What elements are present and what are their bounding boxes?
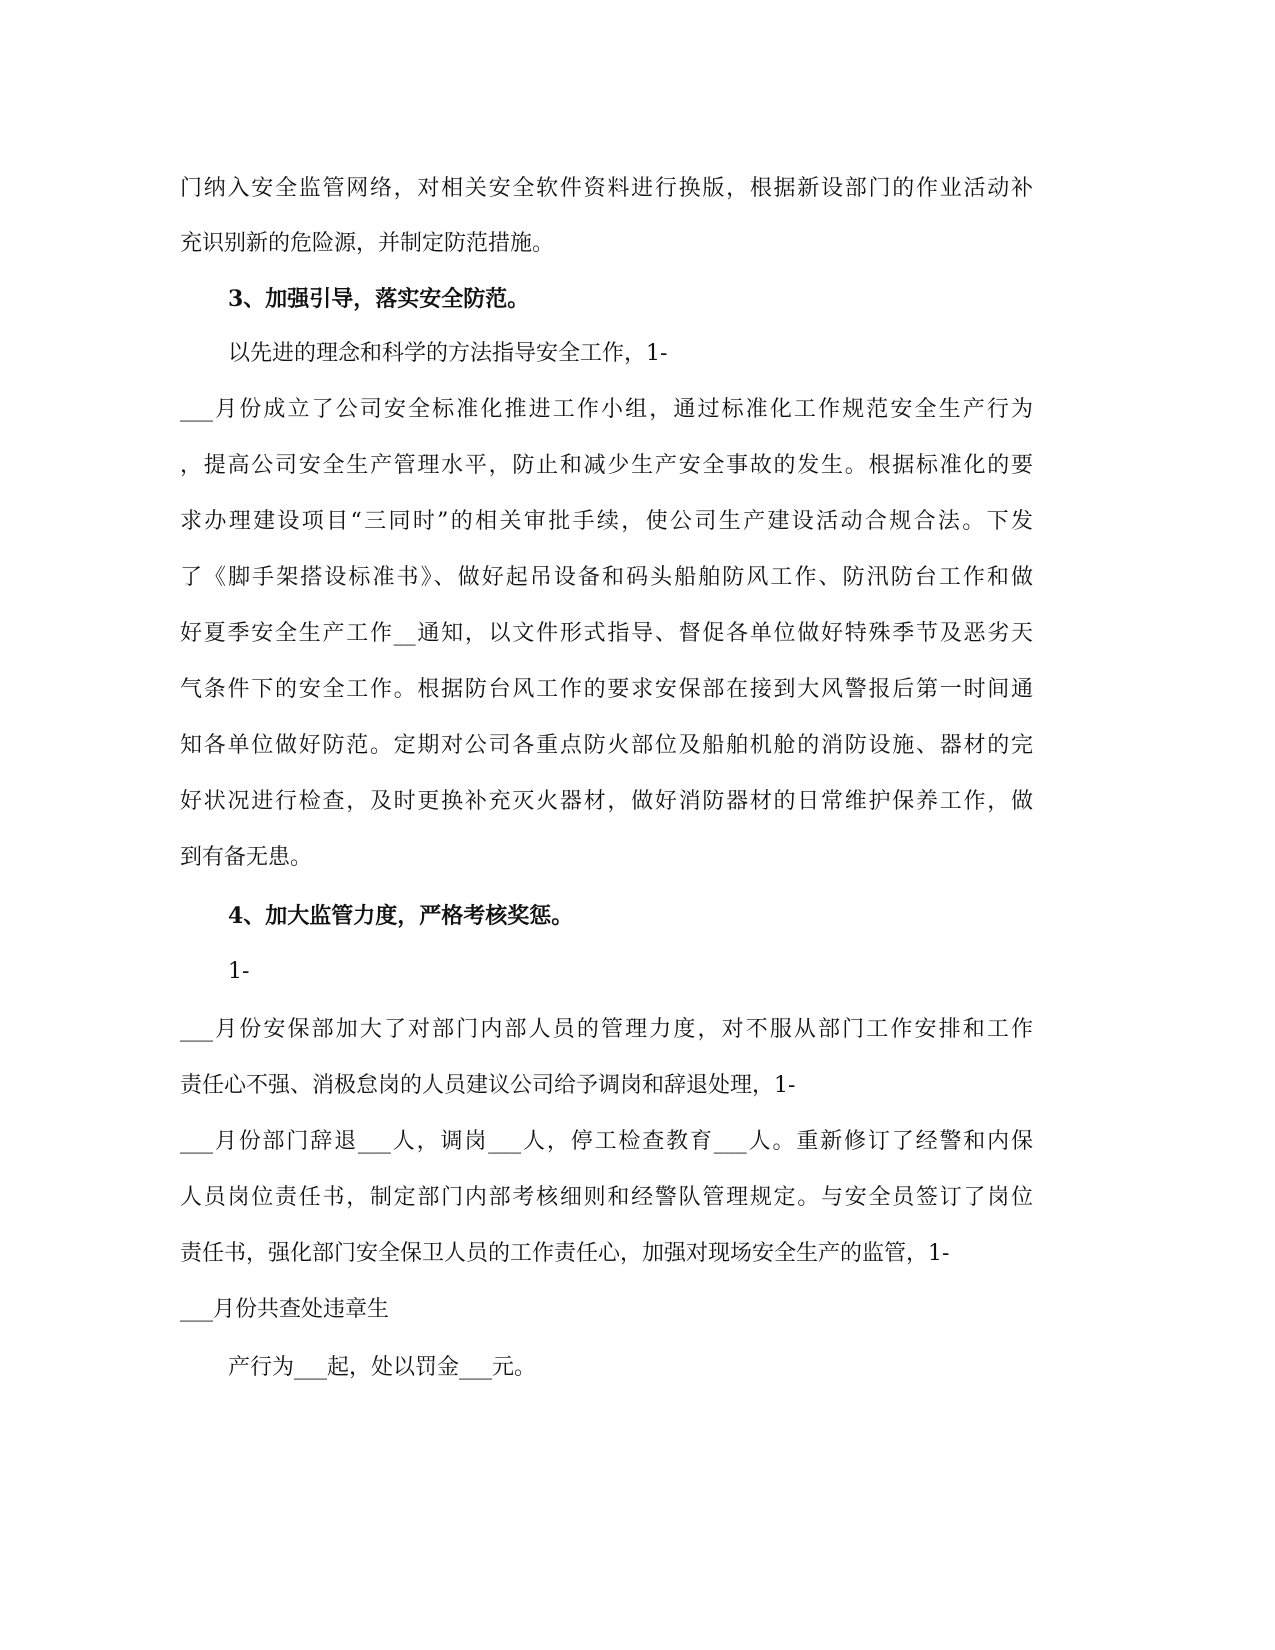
section-heading: 4、加大监管力度，严格考核奖惩。 [228, 903, 574, 929]
paragraph-line: 好状况进行检查，及时更换补充灭火器材，做好消防器材的日常维护保养工作，做 [180, 789, 1033, 814]
paragraph-line: 了《脚手架搭设标准书》、做好起吊设备和码头船舶防风工作、防汛防台工作和做 [180, 565, 1033, 590]
paragraph-line: 充识别新的危险源，并制定防范措施。 [180, 231, 555, 256]
paragraph-line: ___月份部门辞退___人，调岗___人，停工检查教育___人。重新修订了经警和内保 [180, 1129, 1033, 1154]
paragraph-line: 到有备无患。 [180, 845, 313, 870]
paragraph-line: ___月份成立了公司安全标准化推进工作小组，通过标准化工作规范安全生产行为 [180, 397, 1033, 422]
paragraph-line: 人员岗位责任书，制定部门内部考核细则和经警队管理规定。与安全员签订了岗位 [180, 1185, 1033, 1210]
paragraph-line: 产行为___起，处以罚金___元。 [228, 1355, 537, 1380]
paragraph-line: 责任心不强、消极怠岗的人员建议公司给予调岗和辞退处理，1- [180, 1073, 796, 1098]
paragraph-line: 好夏季安全生产工作__通知，以文件形式指导、督促各单位做好特殊季节及恶劣天 [180, 621, 1033, 646]
paragraph-line: 门纳入安全监管网络，对相关安全软件资料进行换版，根据新设部门的作业活动补 [180, 176, 1033, 201]
paragraph-line: 1- [228, 959, 250, 984]
paragraph-line: ，提高公司安全生产管理水平，防止和减少生产安全事故的发生。根据标准化的要 [180, 453, 1033, 478]
paragraph-line: 气条件下的安全工作。根据防台风工作的要求安保部在接到大风警报后第一时间通 [180, 677, 1033, 702]
paragraph-line: ___月份共查处违章生 [180, 1297, 390, 1322]
paragraph-line: 求办理建设项目“三同时”的相关审批手续，使公司生产建设活动合规合法。下发 [180, 509, 1033, 534]
section-heading: 3、加强引导，落实安全防范。 [228, 286, 530, 312]
paragraph-line: 知各单位做好防范。定期对公司各重点防火部位及船舶机舱的消防设施、器材的完 [180, 733, 1033, 758]
paragraph-line: 以先进的理念和科学的方法指导安全工作，1- [228, 341, 668, 366]
paragraph-line: ___月份安保部加大了对部门内部人员的管理力度，对不服从部门工作安排和工作 [180, 1017, 1033, 1042]
paragraph-line: 责任书，强化部门安全保卫人员的工作责任心，加强对现场安全生产的监管，1- [180, 1241, 950, 1266]
